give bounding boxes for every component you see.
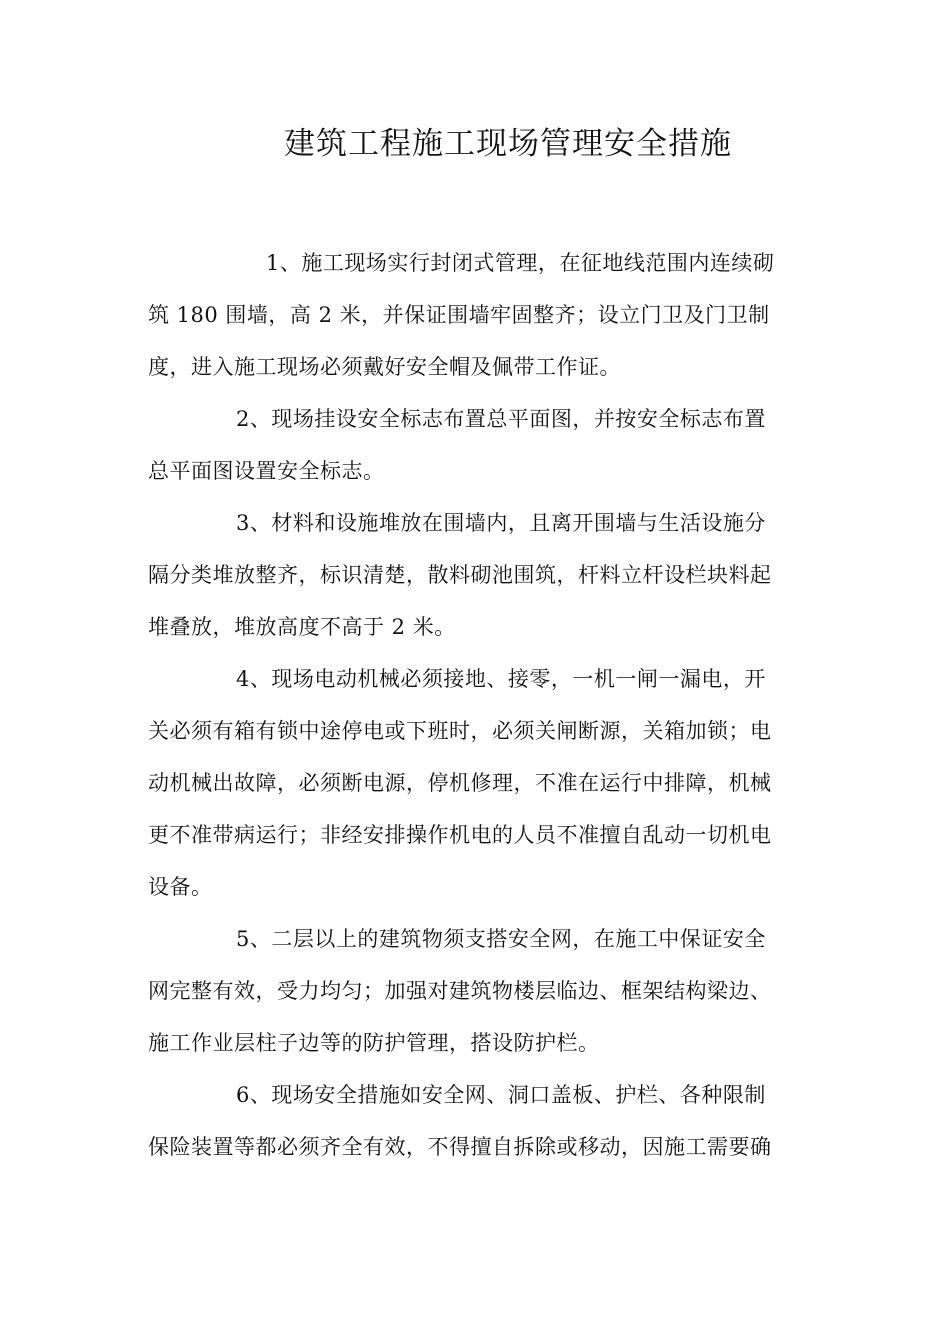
paragraph-3-line-2: 隔分类堆放整齐，标识清楚，散料砌池围筑，杆料立杆设栏块料起 (148, 563, 772, 587)
paragraph-2-line-1: 2、现场挂设安全标志布置总平面图，并按安全标志布置 (236, 407, 766, 431)
paragraph-5-line-2: 网完整有效，受力均匀；加强对建筑物楼层临边、框架结构梁边、 (148, 979, 772, 1003)
paragraph-5-line-1: 5、二层以上的建筑物须支搭安全网，在施工中保证安全 (236, 927, 766, 951)
paragraph-2-line-2: 总平面图设置安全标志。 (148, 459, 385, 483)
paragraph-4-line-2: 关必须有箱有锁中途停电或下班时，必须关闸断源，关箱加锁；电 (148, 719, 772, 743)
paragraph-6-line-1: 6、现场安全措施如安全网、洞口盖板、护栏、各种限制 (236, 1083, 766, 1107)
paragraph-1-line-1: 1、施工现场实行封闭式管理，在征地线范围内连续砌 (266, 251, 775, 275)
paragraph-3-line-1: 3、材料和设施堆放在围墙内，且离开围墙与生活设施分 (236, 511, 766, 535)
paragraph-4-line-5: 设备。 (148, 875, 213, 899)
paragraph-5-line-3: 施工作业层柱子边等的防护管理，搭设防护栏。 (148, 1031, 600, 1055)
paragraph-1-line-3: 度，进入施工现场必须戴好安全帽及佩带工作证。 (148, 355, 621, 379)
paragraph-6-line-2: 保险装置等都必须齐全有效，不得擅自拆除或移动，因施工需要确 (148, 1135, 772, 1159)
document-title: 建筑工程施工现场管理安全措施 (284, 126, 732, 162)
document-body (148, 244, 798, 1180)
paragraph-4-line-3: 动机械出故障，必须断电源，停机修理，不准在运行中排障，机械 (148, 771, 772, 795)
paragraph-4-line-1: 4、现场电动机械必须接地、接零，一机一闸一漏电，开 (236, 667, 766, 691)
paragraph-4-line-4: 更不准带病运行；非经安排操作机电的人员不准擅自乱动一切机电 (148, 823, 772, 847)
paragraph-3-line-3: 堆叠放，堆放高度不高于 2 米。 (148, 615, 456, 639)
paragraph-1-line-2: 筑 180 围墙，高 2 米，并保证围墙牢固整齐；设立门卫及门卫制 (148, 303, 770, 327)
